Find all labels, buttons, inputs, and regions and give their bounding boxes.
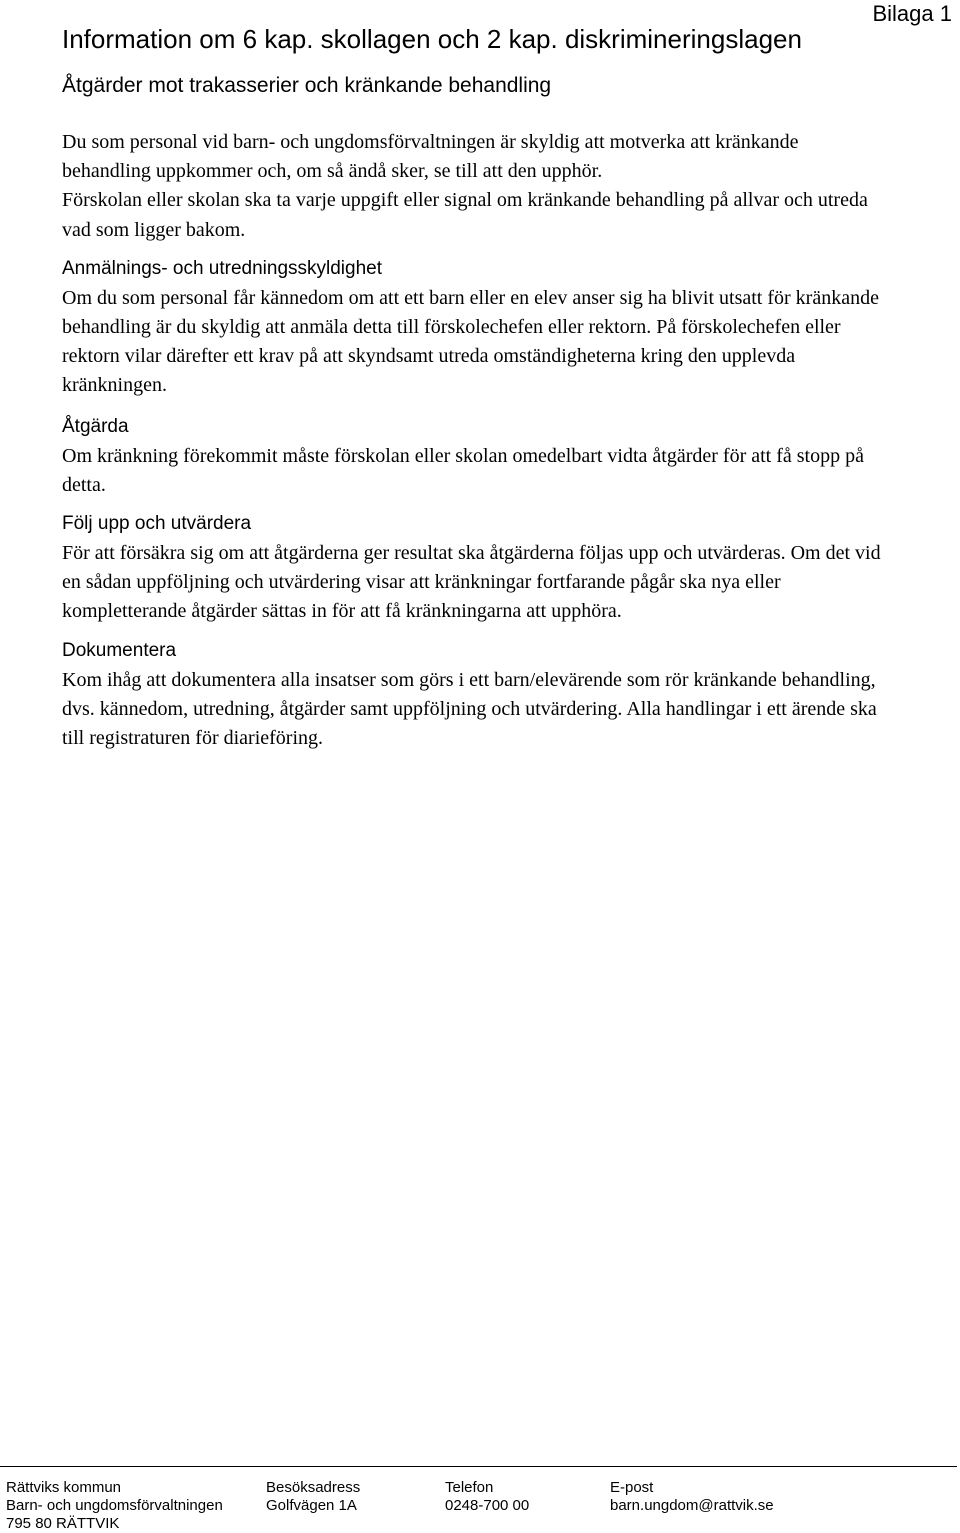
intro-paragraph-2: Förskolan eller skolan ska ta varje uppgift eller signal om kränkande behandling på allvar och utreda vad som ligger bakom. xyxy=(62,189,868,241)
intro-paragraph: Du som personal vid barn- och ungdomsförvaltningen är skyldig att motverka att kränkande behandling uppkommer och, om så ändå sker, se till att den upphör. xyxy=(62,131,799,183)
document-subtitle: Åtgärder mot trakasserier och kränkande behandling xyxy=(62,74,552,97)
footer-phone xyxy=(445,1479,529,1515)
footer-email xyxy=(610,1479,774,1515)
section-text-documentation: Kom ihåg att dokumentera alla insatser som görs i ett barn/elevärende som rör kränkande behandling, dvs. kännedom, utredning, åtgärder samt uppföljning och utvärdering. Alla handlingar i ett ärende ska till registraturen för diarieföring. xyxy=(62,668,877,750)
footer-organization xyxy=(6,1479,223,1533)
footer-divider xyxy=(0,1466,957,1467)
section-heading-followup: Följ upp och utvärdera xyxy=(62,513,252,535)
section-heading-documentation: Dokumentera xyxy=(62,639,177,661)
footer-visit-address xyxy=(266,1479,360,1515)
footer-phone-value: 0248-700 00 xyxy=(445,1497,530,1514)
attachment-label: Bilaga 1 xyxy=(872,1,952,26)
section-text-reporting: Om du som personal får kännedom om att ett barn eller en elev anser sig ha blivit utsatt för kränkande behandling är du skyldig att anmäla detta till förskolechefen eller rektorn. På förskolechefen eller rektorn vilar därefter ett krav på att skyndsamt utreda omständigheterna kring den upplevda kränkningen. xyxy=(62,286,879,397)
section-text-followup: För att försäkra sig om att åtgärderna ger resultat ska åtgärderna följas upp och utvärderas. Om det vid en sådan uppföljning och utvärdering visar att kränkningar fortfarande pågår ska nya eller kompletterande åtgärder sättas in för att få kränkningarna att upphöra. xyxy=(62,542,881,623)
footer-visit-value: Golfvägen 1A xyxy=(266,1497,357,1514)
footer-department: Barn- och ungdomsförvaltningen xyxy=(6,1497,223,1514)
footer-postal-address: 795 80 RÄTTVIK xyxy=(6,1515,120,1532)
footer-visit-label: Besöksadress xyxy=(266,1479,361,1496)
footer-municipality: Rättviks kommun xyxy=(6,1479,122,1496)
footer-phone-label: Telefon xyxy=(445,1479,494,1496)
footer-email-value[interactable]: barn.ungdom@rattvik.se xyxy=(610,1497,774,1514)
section-heading-action: Åtgärda xyxy=(62,415,129,437)
section-heading-reporting: Anmälnings- och utredningsskyldighet xyxy=(62,257,383,279)
section-text-action: Om kränkning förekommit måste förskolan eller skolan omedelbart vidta åtgärder för att få stopp på detta. xyxy=(62,444,864,496)
document-body xyxy=(62,128,882,753)
footer-email-label: E-post xyxy=(610,1479,654,1496)
document-title: Information om 6 kap. skollagen och 2 kap. diskrimineringslagen xyxy=(62,24,802,54)
